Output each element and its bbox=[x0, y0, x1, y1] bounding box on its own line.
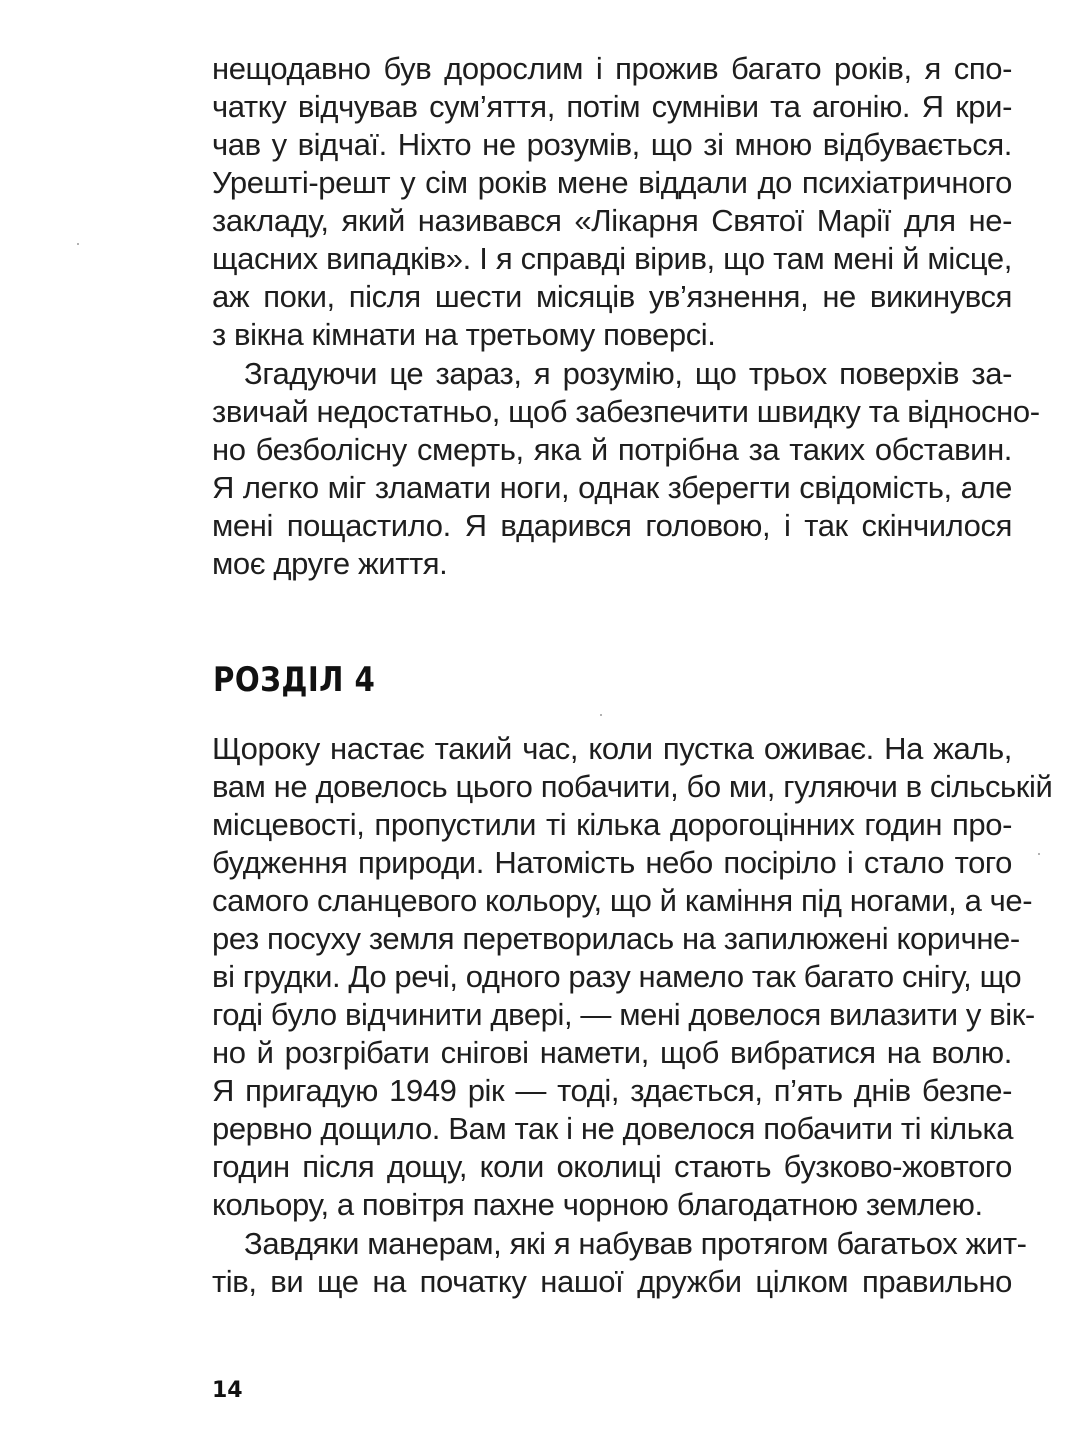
text-line: чав у відчаї. Ніхто не розумів, що зі мною відбувається. bbox=[212, 127, 1012, 162]
text-line: мені пощастило. Я вдарився головою, і так скінчилося bbox=[212, 508, 1012, 543]
chapter-heading: РОЗДІЛ 4 bbox=[213, 660, 376, 700]
text-line: самого сланцевого кольору, що й каміння під ногами, а че- bbox=[212, 883, 1033, 918]
text-line: рез посуху земля перетворилась на запилюжені коричне- bbox=[212, 921, 1020, 956]
text-line: Згадуючи це зараз, я розумію, що трьох поверхів за- bbox=[244, 356, 1012, 391]
text-line: вам не довелось цього побачити, бо ми, гуляючи в сільській bbox=[212, 769, 1053, 804]
text-line: Урешті-решт у сім років мене віддали до психіатричного bbox=[212, 165, 1012, 200]
scan-speck bbox=[600, 714, 602, 716]
text-line: будження природи. Натомість небо посіріло і стало того bbox=[212, 845, 1012, 880]
text-line: тів, ви ще на початку нашої дружби цілком правильно bbox=[212, 1264, 1012, 1299]
text-line: годин після дощу, коли околиці стають бузково-жовтого bbox=[212, 1149, 1012, 1184]
page-number: 14 bbox=[212, 1378, 243, 1403]
text-line: Я легко міг зламати ноги, однак зберегти свідомість, але bbox=[212, 470, 1012, 505]
text-line: місцевості, пропустили ті кілька дорогоцінних годин про- bbox=[212, 807, 1012, 842]
text-line: но й розгрібати снігові намети, щоб вибратися на волю. bbox=[212, 1035, 1012, 1070]
text-line: годі було відчинити двері, — мені довелося вилазити у вік- bbox=[212, 997, 1035, 1032]
text-line: звичай недостатньо, щоб забезпечити швидку та відносно- bbox=[212, 394, 1040, 429]
text-line: з вікна кімнати на третьому поверсі. bbox=[212, 317, 716, 352]
paragraph-1 bbox=[212, 50, 1012, 354]
text-line: Щороку настає такий час, коли пустка оживає. На жаль, bbox=[212, 731, 1012, 766]
text-line: но безболісну смерть, яка й потрібна за таких обставин. bbox=[212, 432, 1012, 467]
text-line: щасних випадків». І я справді вірив, що там мені й місце, bbox=[212, 241, 1012, 276]
text-line: Я пригадую 1949 рік — тоді, здається, п’ять днів безпе- bbox=[212, 1073, 1012, 1108]
text-line: аж поки, після шести місяців ув’язнення, не викинувся bbox=[212, 279, 1012, 314]
paragraph-2 bbox=[212, 355, 1040, 583]
scan-speck bbox=[1038, 853, 1040, 855]
text-line: ві грудки. До речі, одного разу намело так багато снігу, що bbox=[212, 959, 1022, 994]
paragraph-3 bbox=[212, 730, 1053, 1224]
text-line: Завдяки манерам, які я набував протягом багатьох жит- bbox=[244, 1226, 1027, 1261]
text-line: закладу, який називався «Лікарня Святої Марії для не- bbox=[212, 203, 1012, 238]
text-line: нещодавно був дорослим і прожив багато років, я спо- bbox=[212, 51, 1012, 86]
text-line: рервно дощило. Вам так і не довелося побачити ті кілька bbox=[212, 1111, 1014, 1146]
text-line: кольору, а повітря пахне чорною благодатною землею. bbox=[212, 1187, 983, 1222]
scan-speck bbox=[77, 243, 79, 245]
text-line: моє друге життя. bbox=[212, 546, 448, 581]
text-line: чатку відчував сум’яття, потім сумніви та агонію. Я кри- bbox=[212, 89, 1012, 124]
paragraph-4 bbox=[212, 1225, 1027, 1301]
